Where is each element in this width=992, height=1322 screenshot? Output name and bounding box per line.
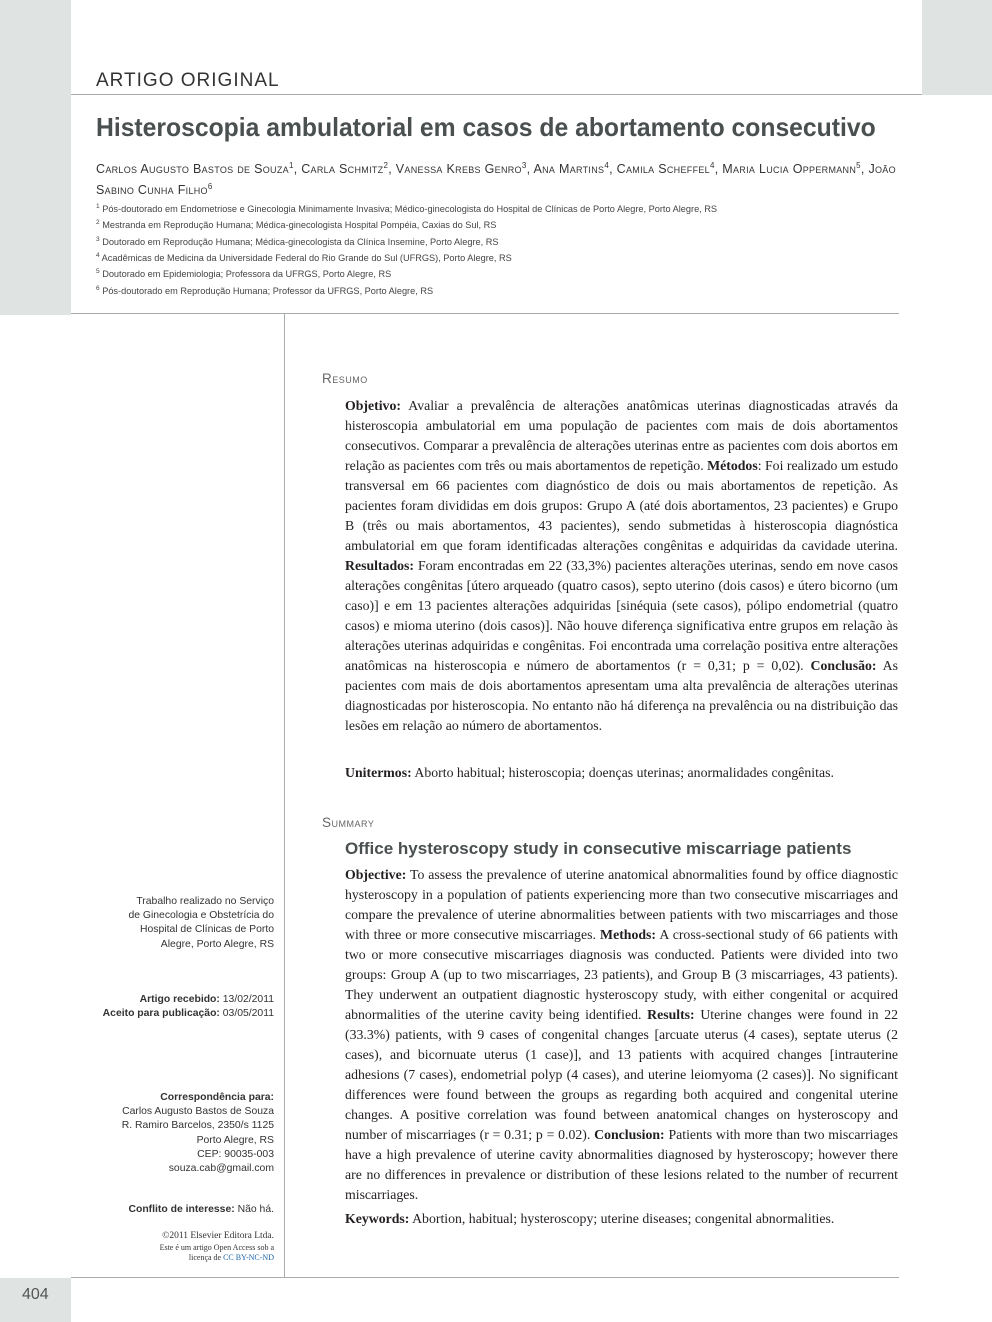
author: Carla Schmitz (301, 162, 384, 177)
affiliation: $^3$ Doutorado em Reprodução Humana; Médica-ginecologista da Clínica Insemine, Porto Alegre, RS (96, 235, 499, 247)
column-divider (284, 313, 285, 1277)
affiliation: $^1$ Pós-doutorado em Endometriose e Ginecologia Minimamente Invasiva; Médico-ginecologista do Hospital de Clínicas de Porto Alegre, Porto Alegre, RS (96, 203, 718, 215)
resumo-body: Objetivo: Avaliar a prevalência de alterações anatômicas uterinas diagnosticadas através da histeroscopia ambulatorial em uma população de pacientes com mais de dois abortamentos consecutivos. Comparar a prevalência de alterações uterinas entre as pacientes com dois abortos em relação as pacientes com três ou mais abortamentos de repetição. Métodos: Foi realizado um estudo transversal em 66 pacientes com diagnóstico de dois ou mais abortamentos de repetição. As pacientes foram divididas em dois grupos: Grupo A (até dois abortamentos, 23 pacientes) e Grupo B (três ou mais abortamentos, 43 pacientes), sendo submetidas à histeroscopia diagnóstica ambulatorial em que foram identificadas alterações congênitas e adquiridas da cavidade uterina. Resultados: Foram encontradas em 22 (33,3%) pacientes alterações uterinas, sendo em nove casos alterações congênitas [útero arqueado (quatro casos), septo uterino (dois casos) e útero bicorno (um caso)] e em 13 pacientes alterações adquiridas [sinéquia (sete casos), pólipo endometrial (quatro casos) e mioma uterino (dois casos)]. Não houve diferença significativa entre grupos em relação às alterações uterinas adquiridas e congênitas. Foi encontrada uma correlação positiva entre alterações anatômicas na histeroscopia e número de abortamentos (r = 0,31; p = 0,02). Conclusão: As pacientes com mais de dois abortamentos apresentam uma alta prevalência de alterações uterinas diagnosticadas por histeroscopia. No entanto não há diferença na prevalência ou na distribuição das lesões em relação ao número de abortamentos. (345, 398, 899, 733)
summary-body: Objective: To assess the prevalence of uterine anatomical abnormalities found by office diagnostic hysteroscopy in a population of patients experiencing more than two consecutive miscarriages and compare the prevalence of uterine abnormalities between patients with two miscarriages and those with three or more consecutive miscarriages. Methods: A cross-sectional study of 66 patients with two or more consecutive miscarriages diagnosis was conducted. Patients were divided into two groups: Group A (up to two miscarriages, 23 patients), and Group B (3 miscarriages, 43 patients). They underwent an outpatient diagnostic hysteroscopy study, with either congenital or acquired abnormalities of the uterine cavity being identified. Results: Uterine changes were found in 22 (33.3%) patients, with 9 cases of congenital changes [arcuate uterus (4 cases), septate uterus (2 cases), and bicornuate uterus (1 case)], and 13 patients with acquired changes [intrauterine adhesions (7 cases), endometrial polyp (4 cases), and uterine leiomyoma (2 cases)]. No significant differences were found between the groups as regarding both acquired and congenital uterine changes. A positive correlation was found between anatomical changes on hysteroscopy and number of miscarriages (r = 0.31; p = 0.02). Conclusion: Patients with more than two miscarriages have a high prevalence of uterine cavity abnormalities diagnosed by hysteroscopy; however there are no differences in prevalence or distribution of these lesions related to the number of recurrent miscarriages. (345, 867, 899, 1202)
affiliation: $^6$ Pós-doutorado em Reprodução Humana; Professor da UFRGS, Porto Alegre, RS (96, 284, 434, 296)
affiliation: $^5$ Doutorado em Epidemiologia; Professora da UFRGS, Porto Alegre, RS (96, 268, 392, 280)
license-block: ©2011 Elsevier Editora Ltda. Este é um artigo Open Access sob a licença de CC BY-NC-ND (80, 1229, 274, 1263)
header-rule (71, 94, 922, 95)
summary-keywords: Keywords: Abortion, habitual; hysteroscopy; uterine diseases; congenital abnormalities. (345, 1211, 835, 1226)
work-note: Trabalho realizado no Serviço de Ginecologia e Obstetrícia do Hospital de Clínicas de Porto Alegre, Porto Alegre, RS (128, 896, 274, 950)
page-number: 404 (22, 1286, 49, 1303)
footer-rule (71, 1277, 899, 1278)
section-label: ARTIGO ORIGINAL (96, 70, 280, 91)
author: Camila Scheffel (616, 162, 710, 177)
right-gray-band (922, 0, 992, 95)
article-title: Histeroscopia ambulatorial em casos de abortamento consecutivo (96, 112, 876, 142)
affiliation: $^2$ Mestranda em Reprodução Humana; Médica-ginecologista Hospital Pompéia, Caxias do Sul, RS (96, 219, 497, 231)
affiliations (96, 200, 896, 298)
summary-title: Office hysteroscopy study in consecutive miscarriage patients (345, 839, 852, 858)
summary-heading: Summary (322, 815, 375, 830)
section-rule (71, 313, 899, 314)
author: Maria Lucia Oppermann (722, 162, 857, 177)
resumo-uniterms: Unitermos: Aborto habitual; histeroscopia; doenças uterinas; anormalidades congênitas. (345, 765, 834, 780)
author: Carlos Augusto Bastos de Souza (96, 162, 289, 177)
copyright: ©2011 Elsevier Editora Ltda. (162, 1231, 274, 1241)
author: Ana Martins (533, 162, 605, 177)
author: João Sabino Cunha Filho (96, 162, 896, 198)
correspondence: Correspondência para: Carlos Augusto Bastos de Souza R. Ramiro Barcelos, 2350/s 1125 Porto Alegre, RS CEP: 90035-003 souza.cab@gmail.com (80, 1091, 274, 1176)
email-link[interactable]: souza.cab@gmail.com (168, 1163, 274, 1175)
affiliation: $^4$ Acadêmicas de Medicina da Universidade Federal do Rio Grande do Sul (UFRGS), Porto Alegre, RS (96, 252, 512, 264)
author: Vanessa Krebs Genro (395, 162, 522, 177)
left-gray-band (0, 0, 71, 315)
license-link[interactable]: CC BY-NC-ND (223, 1253, 274, 1263)
conflict-of-interest: Conflito de interesse: Não há. (128, 1204, 274, 1215)
author-list: Carlos Augusto Bastos de Souza$^1$, Carla Schmitz$^2$, Vanessa Krebs Genro$^3$, Ana Martins$^4$, Camila Scheffel$^4$, Maria Lucia Oppermann$^5$, João Sabino Cunha Filho$^6$ (96, 161, 896, 198)
resumo-heading: Resumo (322, 371, 368, 386)
article-dates: Artigo recebido: 13/02/2011 Aceito para publicação: 03/05/2011 (102, 994, 274, 1020)
